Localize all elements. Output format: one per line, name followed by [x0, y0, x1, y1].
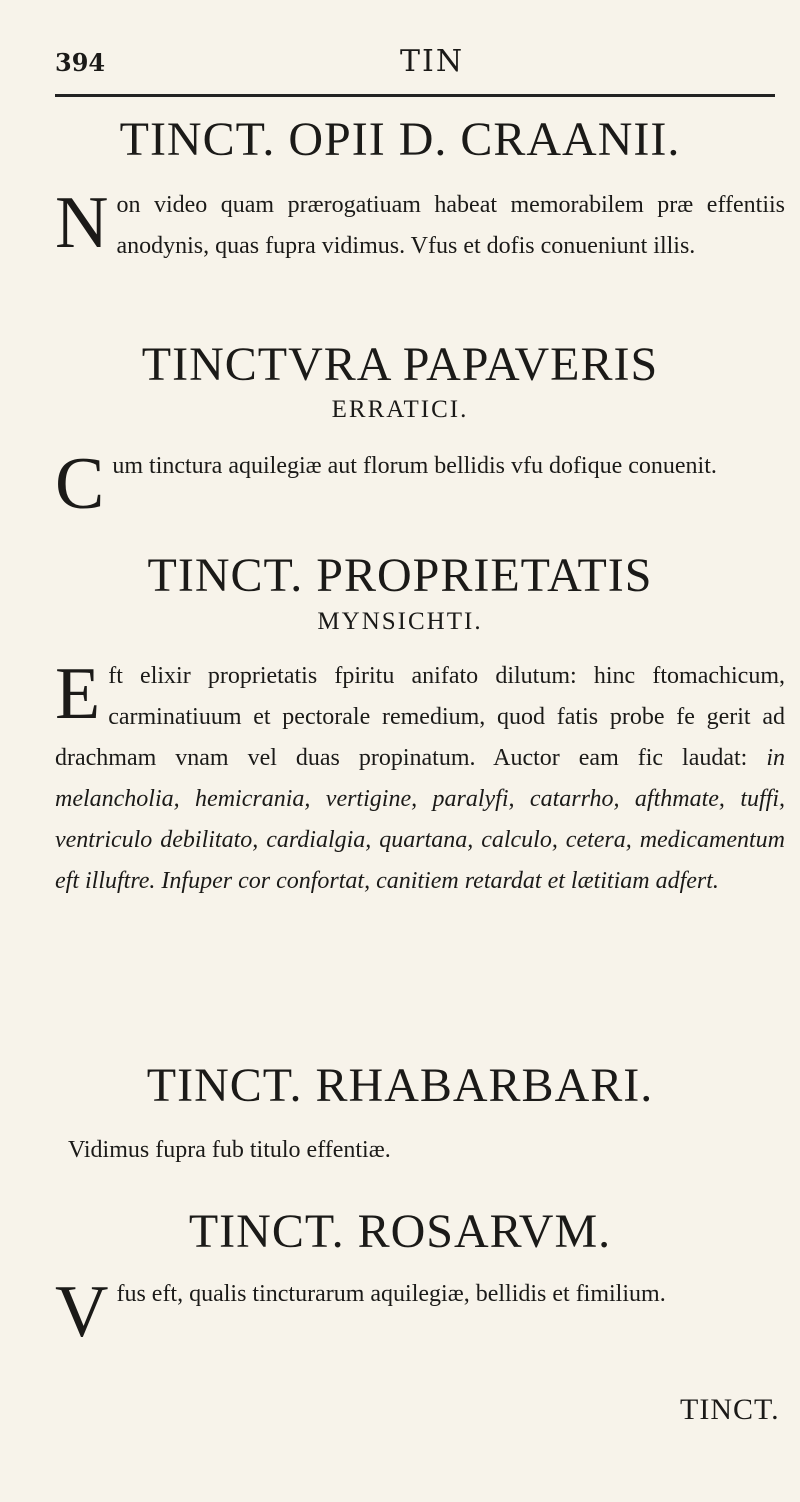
running-title: TIN — [400, 44, 465, 79]
paragraph-text: ft elixir proprietatis fpiritu anifato dilutum: hinc ftomachicum, carminatiuum et pectorale remedium, quod fatis probe fe gerit ad drachmam vnam vel duas propinatum. Auctor eam fic laudat: — [55, 663, 785, 771]
section-heading-opii: TINCT. OPII D. CRAANII. — [119, 113, 681, 166]
header-rule — [55, 94, 775, 97]
page-number: 394 — [55, 48, 106, 77]
section-heading-rhabarbari: TINCT. RHABARBARI. — [146, 1059, 654, 1112]
dropcap: V — [55, 1271, 109, 1353]
paragraph-text: fus eft, qualis tincturarum aquilegiæ, bellidis et fimilium. — [116, 1281, 666, 1307]
paragraph-text: on video quam prærogatiuam habeat memorabilem præ effentiis anodynis, quas fupra vidimus. Vfus et dofis conueniunt illis. — [116, 192, 785, 259]
running-head — [55, 44, 775, 90]
section-body-rhabarbari — [68, 1130, 798, 1171]
section-heading-proprietatis: TINCT. PROPRIETATIS — [147, 549, 653, 602]
dropcap: E — [55, 653, 101, 735]
section-body-opii — [55, 182, 785, 267]
section-heading-rosarum: TINCT. ROSARVM. — [188, 1205, 612, 1258]
section-body-proprietatis — [55, 653, 785, 902]
paragraph-italic-text: in melancholia, hemicrania, vertigine, paralyfi, catarrho, afthmate, tuffi, ventriculo debilitato, cardialgia, quartana, calculo, cetera, medicamentum eft illuftre. Infuper cor confortat, canitiem retardat et lætitiam adfert. — [55, 745, 785, 894]
dropcap: C — [55, 443, 105, 525]
paragraph-text: um tinctura aquilegiæ aut florum bellidis vfu dofique conuenit. — [112, 453, 717, 479]
section-heading-papaveris: TINCTVRA PAPAVERIS — [141, 338, 659, 391]
section-subheading-proprietatis: MYNSICHTI. — [317, 608, 483, 635]
section-body-rosarum — [55, 1271, 785, 1353]
section-body-papaveris — [55, 443, 785, 525]
catchword: TINCT. — [680, 1393, 780, 1426]
paragraph-text: Vidimus fupra fub titulo effentiæ. — [68, 1137, 391, 1163]
section-subheading-papaveris: ERRATICI. — [331, 396, 469, 423]
dropcap: N — [55, 182, 109, 264]
